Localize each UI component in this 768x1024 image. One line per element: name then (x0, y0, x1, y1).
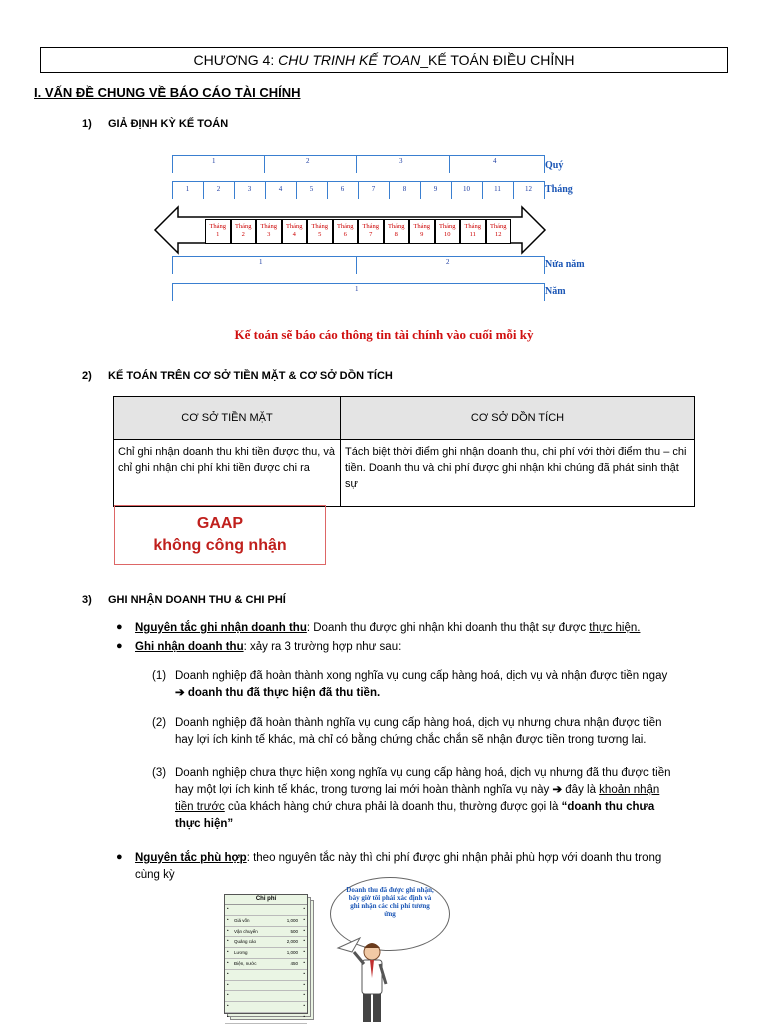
month-cell (486, 219, 512, 244)
row-dot-icon: • (227, 949, 229, 955)
month-cell-number: 2 (241, 231, 245, 238)
row-dot-icon: • (227, 1003, 229, 1009)
row-dot-icon: • (303, 949, 305, 955)
case-3-line3: của khách hàng chứ chưa phải là doanh thu, thường được gọi là (224, 801, 562, 813)
month-cell-number: 9 (420, 231, 424, 238)
quarter-row (172, 155, 545, 156)
row-dot-icon: • (227, 916, 229, 922)
row-dot-icon: • (303, 1003, 305, 1009)
subsection-2-number: 2) (82, 370, 92, 382)
row-dot-icon: • (227, 1013, 229, 1019)
year-axis-label: Năm (545, 286, 566, 297)
month-cell (435, 219, 461, 244)
expense-row (225, 948, 307, 959)
businessman-icon (330, 930, 400, 1024)
expense-value: 1,000 (286, 917, 298, 923)
matching-text2: cùng kỳ (135, 869, 175, 881)
quarter-label: 3 (399, 157, 403, 165)
month-number: 5 (309, 185, 314, 193)
case-1-bold: doanh thu đã thực hiện đã thu tiền. (187, 687, 381, 699)
month-cell (333, 219, 359, 244)
chapter-title-prefix: CHƯƠNG 4: (193, 52, 279, 68)
matching-term: Nguyên tắc phù hợp (135, 852, 247, 864)
month-cell (384, 219, 410, 244)
expense-sheet (224, 894, 310, 1019)
expense-name: Lương (234, 950, 248, 956)
month-cell (307, 219, 333, 244)
month-number: 4 (278, 185, 283, 193)
section-heading: I. VẤN ĐỀ CHUNG VỀ BÁO CÁO TÀI CHÍNH (34, 85, 301, 100)
expense-row (225, 916, 307, 927)
month-number: 11 (494, 185, 501, 193)
expense-row (225, 970, 307, 981)
case-number: (1) (152, 670, 167, 682)
arrow-right-icon: ➔ (552, 784, 563, 796)
month-cell (460, 219, 486, 244)
subsection-3-heading: GHI NHẬN DOANH THU & CHI PHÍ (108, 594, 286, 606)
row-dot-icon: • (303, 938, 305, 944)
row-dot-icon: • (303, 1013, 305, 1019)
expense-row (225, 1002, 307, 1013)
month-cell-number: 6 (343, 231, 347, 238)
subsection-2-heading: KẾ TOÁN TRÊN CƠ SỞ TIỀN MẶT & CƠ SỞ DỒN TÍCH (108, 370, 393, 382)
month-cell-word: Tháng (362, 223, 380, 230)
expense-value: 2,000 (286, 939, 298, 945)
accounting-period-diagram (150, 150, 590, 310)
matching-principle (135, 850, 735, 884)
month-axis-label: Tháng (545, 184, 573, 195)
quarter-axis-label: Quý (545, 160, 564, 171)
revenue-recognition (135, 639, 401, 656)
year-row (172, 283, 545, 284)
case-3-text (175, 765, 735, 833)
expense-row (225, 981, 307, 992)
bullet-icon: ● (116, 640, 123, 652)
matching-text: : theo nguyên tắc này thì chi phí được ghi nhận phải phù hợp với doanh thu trong (246, 852, 662, 864)
month-cell-number: 4 (292, 231, 296, 238)
row-dot-icon: • (303, 916, 305, 922)
reporting-note: Kế toán sẽ báo cáo thông tin tài chính vào cuối mỗi kỳ (234, 327, 534, 342)
subsection-3-number: 3) (82, 594, 92, 606)
case-number: (2) (152, 717, 167, 729)
month-cell-number: 1 (216, 231, 220, 238)
case-3-line3u: tiền trước (175, 801, 225, 813)
half-year-row (172, 256, 545, 257)
month-cell-word: Tháng (336, 223, 354, 230)
accrual-basis-cell: Tách biệt thời điểm ghi nhận doanh thu, chi phí với thời điểm thu – chi tiền. Doanh thu và chi phí được ghi nhận khi chúng đã phát sinh thật sự (341, 440, 695, 507)
half-year-label: 2 (446, 258, 450, 266)
expense-row (225, 905, 307, 916)
case-3-line3b: “doanh thu chưa (561, 801, 655, 813)
expense-name: Quảng cáo (234, 939, 257, 945)
row-dot-icon: • (303, 927, 305, 933)
revenue-recognition-text: : xảy ra 3 trường hợp như sau: (243, 641, 402, 653)
gaap-line1: GAAP (196, 515, 244, 532)
half-year-axis-label: Nửa năm (545, 259, 585, 270)
month-cell-number: 12 (495, 231, 502, 238)
month-cell-number: 5 (318, 231, 322, 238)
row-dot-icon: • (303, 992, 305, 998)
month-number: 10 (463, 185, 470, 193)
month-cell (358, 219, 384, 244)
row-dot-icon: • (227, 927, 229, 933)
month-cell-word: Tháng (489, 223, 507, 230)
case-3-line4b: thực hiện” (175, 818, 234, 830)
row-dot-icon: • (303, 970, 305, 976)
revenue-principle-term: Nguyên tắc ghi nhận doanh thu (135, 622, 307, 634)
month-cell-word: Tháng (209, 223, 227, 230)
chapter-title (40, 47, 728, 73)
month-cell-number: 10 (444, 231, 451, 238)
case-2-line1: Doanh nghiệp đã hoàn thành nghĩa vụ cung cấp hàng hoá, dịch vụ nhưng chưa nhận được tiền (175, 717, 662, 729)
expense-name: Điện, nước (234, 960, 257, 966)
month-cell (256, 219, 282, 244)
row-dot-icon: • (227, 906, 229, 911)
case-2-line2: hay lợi ích kinh tế khác, mà chỉ có bằng chứng chắc chắn sẽ nhận được tiền trong tương lai. (175, 734, 647, 746)
row-dot-icon: • (227, 938, 229, 944)
chapter-title-suffix: _KẾ TOÁN ĐIỀU CHỈNH (420, 52, 575, 68)
case-1-line1: Doanh nghiệp đã hoàn thành xong nghĩa vụ cung cấp hàng hoá, dịch vụ và nhận được tiền ngay (175, 670, 668, 682)
month-cell (231, 219, 257, 244)
arrow-right-icon: ➔ (175, 687, 185, 699)
month-number: 1 (185, 185, 190, 193)
case-3-line1: Doanh nghiệp chưa thực hiện xong nghĩa vụ cung cấp hàng hoá, dịch vụ nhưng đã thu được tiền (175, 767, 671, 779)
row-dot-icon: • (303, 906, 305, 911)
expense-value: 1,000 (286, 950, 298, 956)
row-dot-icon: • (303, 981, 305, 987)
chapter-title-italic: CHU TRINH KẾ TOAN (278, 52, 421, 68)
row-dot-icon: • (303, 959, 305, 965)
expense-name: Giá vốn (234, 917, 250, 923)
quarter-label: 2 (306, 157, 310, 165)
expense-row (225, 991, 307, 1002)
cash-basis-cell: Chỉ ghi nhận doanh thu khi tiền được thu, và chỉ ghi nhận chi phí khi tiền được chi ra (114, 440, 341, 507)
expense-row (225, 937, 307, 948)
subsection-1-heading: GIẢ ĐỊNH KỲ KẾ TOÁN (108, 118, 229, 130)
month-cell-number: 3 (267, 231, 271, 238)
bullet-icon: ● (116, 851, 123, 863)
expense-row (225, 1013, 307, 1024)
month-cell-number: 8 (394, 231, 398, 238)
basis-comparison-table (113, 396, 695, 507)
case-1-text (175, 668, 735, 702)
month-cell (409, 219, 435, 244)
month-cell-number: 7 (369, 231, 373, 238)
month-number: 6 (340, 185, 345, 193)
row-dot-icon: • (227, 981, 229, 987)
month-cell-word: Tháng (234, 223, 252, 230)
month-cell-word: Tháng (285, 223, 303, 230)
gaap-callout (114, 505, 326, 565)
row-dot-icon: • (227, 959, 229, 965)
month-cell-word: Tháng (387, 223, 405, 230)
case-2-text (175, 715, 735, 749)
table-row (114, 440, 695, 507)
month-cell-number: 11 (469, 231, 476, 238)
expense-value: 450 (290, 960, 298, 966)
month-cell-word: Tháng (438, 223, 456, 230)
case-3-line2a: hay một lợi ích kinh tế khác, trong tương lai mới hoàn thành nghĩa vụ này (175, 784, 553, 796)
month-cell (282, 219, 308, 244)
revenue-principle-tail: thực hiện. (589, 622, 641, 634)
month-cell-word: Tháng (311, 223, 329, 230)
quarter-label: 1 (212, 157, 216, 165)
case-3-line2u: khoản nhận (599, 784, 660, 796)
month-number: 7 (371, 185, 376, 193)
month-cell-word: Tháng (413, 223, 431, 230)
month-cell-word: Tháng (464, 223, 482, 230)
row-dot-icon: • (227, 992, 229, 998)
month-number: 8 (402, 185, 407, 193)
month-number: 12 (525, 185, 532, 193)
expense-name: Vận chuyển (234, 928, 258, 934)
revenue-principle (135, 620, 640, 637)
half-year-label: 1 (259, 258, 263, 266)
month-number: 2 (216, 185, 221, 193)
month-number: 3 (247, 185, 252, 193)
month-cell (205, 219, 231, 244)
year-label: 1 (355, 285, 359, 293)
row-dot-icon: • (227, 970, 229, 976)
expense-row (225, 927, 307, 938)
table-header-cash: CƠ SỞ TIỀN MẶT (114, 397, 341, 440)
subsection-1-number: 1) (82, 118, 92, 130)
expense-value: 500 (290, 928, 298, 934)
expense-sheet-title: Chi phí (225, 895, 307, 905)
table-header-accrual: CƠ SỞ DỒN TÍCH (341, 397, 695, 440)
case-3-line2b: đây là (562, 784, 600, 796)
bullet-icon: ● (116, 621, 123, 633)
speech-bubble-text: Doanh thu đã được ghi nhận, bây giờ tôi phải xác định và ghi nhận các chi phí tương ứng (346, 886, 434, 918)
revenue-principle-text: : Doanh thu được ghi nhận khi doanh thu thật sự được (306, 622, 590, 634)
case-number: (3) (152, 767, 167, 779)
expense-row (225, 959, 307, 970)
month-cell-word: Tháng (260, 223, 278, 230)
quarter-label: 4 (493, 157, 497, 165)
gaap-line2: không công nhận (153, 537, 287, 554)
month-number: 9 (433, 185, 438, 193)
revenue-recognition-term: Ghi nhận doanh thu (135, 641, 244, 653)
